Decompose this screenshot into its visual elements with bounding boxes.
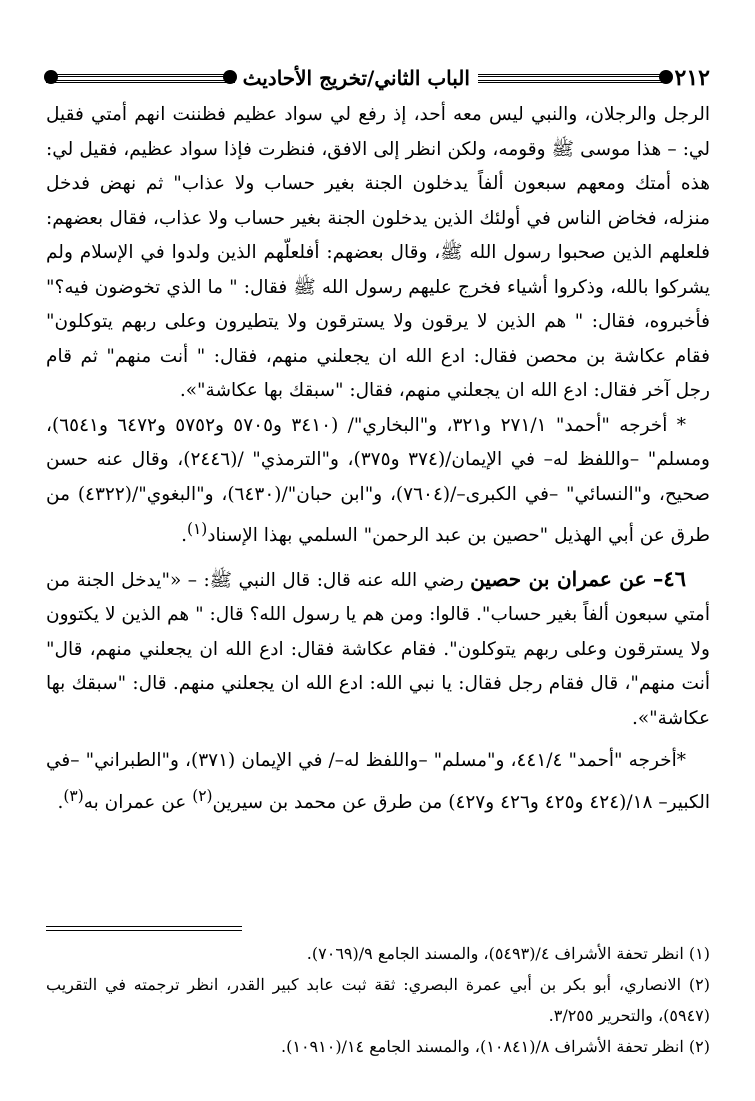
hadith-45-continuation: الرجل والرجلان، والنبي ليس معه أحد، إذ رفع لي سواد عظيم فظننت انهم أمتي فقيل لي: – هذا موسى ﷺ وقومه، ولكن انظر إلى الافق، فنظرت فإذا سواد عظيم، فقيل لي: هذه أمتك ومعهم سبعون ألفاً يدخلون الجنة بغير حساب ولا عذاب" ثم نهض فدخل منزله، فخاض الناس في أولئك الذين يدخلون الجنة بغير حساب ولا عذاب، فقال بعضهم: فلعلهم الذين صحبوا رسول الله ﷺ، وقال بعضهم: أفلعلّهم الذين ولدوا في الإسلام ولم يشركوا بالله، وذكروا أشياء فخرج عليهم رسول الله ﷺ فقال: " ما الذي تخوضون فيه؟" فأخبروه، فقال: " هم الذين لا يرقون ولا يسترقون ولا يتطيرون وعلى ربهم يتوكلون" فقام عكاشة بن محصن فقال: ادع الله ان يجعلني منهم، فقال: " أنت منهم" ثم قام رجل آخر فقال: ادع الله ان يجعلني منهم، فقال: "سبقك بها عكاشة"». [46, 104, 710, 401]
takhrij-46 [46, 744, 710, 820]
takhrij-46-end: . [57, 791, 64, 813]
header-ornament-left [46, 74, 235, 83]
footnote-1: (١) انظر تحفة الأشراف ٤/(٥٤٩٣)، والمسند الجامع ٩/(٧٠٦٩). [306, 944, 710, 963]
footnote-separator [46, 926, 242, 927]
page-header [46, 58, 710, 98]
hadith-46-text: رضي الله عنه قال: قال النبي ﷺ: – «"يدخل الجنة من أمتي سبعون ألفاً بغير حساب". قالوا: ومن هم يا رسول الله؟ قال: " هم الذين لا يكتوون ولا يسترقون وعلى ربهم يتوكلون". فقام عكاشة فقال: ادع الله ان يجعلني منهم، قال" أنت منهم"، قال فقام رجل فقال: يا نبي الله: ادع الله ان يجعلني منهم. قال: "سبقك بها عكاشة"». [46, 569, 710, 729]
takhrij-45-end: . [181, 525, 187, 547]
takhrij-45-text: * أخرجه "أحمد" ٢٧١/١ و٣٢١، و"البخاري"/ (٣٤١٠ و٥٧٠٥ و٥٧٥٢ و٦٤٧٢ و٦٥٤١)، ومسلم" –واللفظ له– في الإيمان/(٣٧٤ و٣٧٥)، و"الترمذي" /(٢٤٤٦)، وقال عنه حسن صحيح، و"النسائي" –في الكبرى–/(٧٦٠٤)، و"ابن حبان"/(٦٤٣٠)، و"البغوي"/(٤٣٢٢) من طرق عن أبي الهذيل "حصين بن عبد الرحمن" السلمي بهذا الإسناد [46, 414, 711, 547]
book-page [46, 58, 710, 1078]
footnote-3: (٢) انظر تحفة الأشراف ٨/(١٠٨٤١)، والمسند الجامع ١٤/(١٠٩١٠). [281, 1037, 710, 1056]
footnote-ref-3: (٣) [63, 786, 84, 805]
hadith-46-narrator: عن عمران بن حصين [470, 566, 647, 591]
main-text [46, 98, 710, 820]
takhrij-45 [46, 409, 710, 554]
footnotes [46, 938, 710, 1062]
footnote-2: (٢) الانصاري، أبو بكر بن أبي عمرة البصري: ثقة ثبت عابد كبير القدر، انظر ترجمته في التقريب (٥٩٤٧)، والتحرير ٣/٢٥٥. [46, 975, 710, 1025]
hadith-46-number: ٤٦– [652, 565, 686, 591]
footnote-ref-2: (٢) [192, 786, 213, 805]
takhrij-46-text-a: *أخرجه "أحمد" ٤٤١/٤، و"مسلم" –واللفظ له–/ في الإيمان (٣٧١)، و"الطبراني" –في الكبير– ١٨/(٤٢٤ و٤٢٥ و٤٢٦ و٤٢٧) من طرق عن محمد بن سيرين [46, 750, 710, 813]
page-number: ٢١٢ [674, 65, 710, 91]
chapter-title: الباب الثاني/تخريج الأحاديث [242, 66, 470, 90]
footnote-ref-1: (١) [186, 520, 208, 538]
hadith-46 [46, 562, 710, 737]
footnote-separator-2 [46, 930, 242, 931]
takhrij-46-text-b: عن عمران به [83, 791, 193, 813]
header-ornament-right [478, 74, 667, 83]
